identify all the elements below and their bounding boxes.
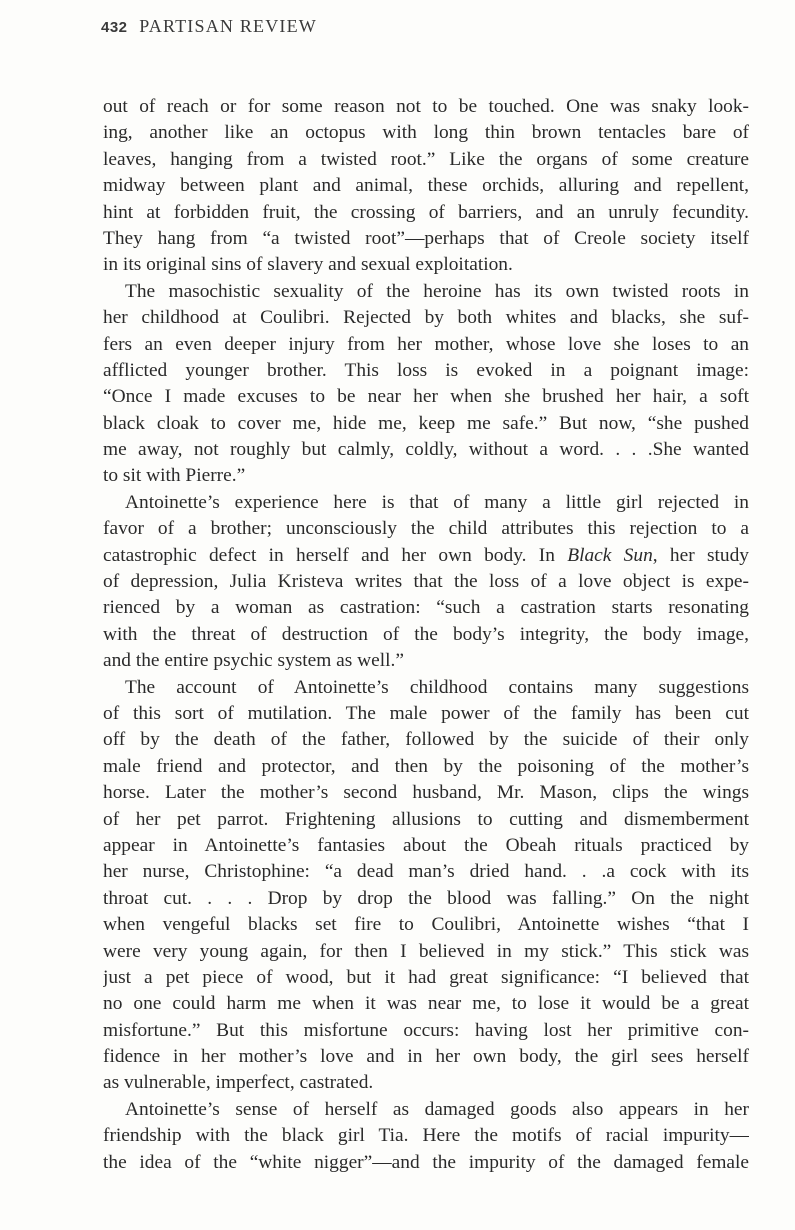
text-line: male friend and protector, and then by the poisoning of the mother’s <box>103 755 749 777</box>
text-line: hint at forbidden fruit, the crossing of barriers, and an unruly fecundity. <box>103 201 749 223</box>
text-line: favor of a brother; unconsciously the child attributes this rejection to a <box>103 518 749 540</box>
text-line: off by the death of the father, followed by the suicide of their only <box>103 729 749 751</box>
italic-book-title: Black Sun <box>567 544 653 566</box>
text-line: when vengeful blacks set fire to Coulibri, Antoinette wishes “that I <box>103 914 749 936</box>
text-line: as vulnerable, imperfect, castrated. <box>103 1072 374 1094</box>
text-line: rienced by a woman as castration: “such a castration starts resonating <box>103 597 749 619</box>
text-line: black cloak to cover me, hide me, keep me safe.” But now, “she pushed <box>103 412 749 434</box>
text-line: fidence in her mother’s love and in her own body, the girl sees herself <box>103 1046 749 1068</box>
text-line: Antoinette’s experience here is that of many a little girl rejected in <box>125 491 749 513</box>
text-line: me away, not roughly but calmly, coldly, without a word. . . .She wanted <box>103 439 749 461</box>
text-line: throat cut. . . . Drop by drop the blood was falling.” On the night <box>103 887 749 909</box>
text-line: the idea of the “white nigger”—and the impurity of the damaged female <box>103 1151 749 1173</box>
text-line-with-italic-title: catastrophic defect in herself and her own body. In Black Sun, her study <box>103 544 749 566</box>
text-line: out of reach or for some reason not to be touched. One was snaky look- <box>103 96 749 117</box>
paragraph <box>103 1097 749 1176</box>
paragraph <box>103 675 749 1097</box>
text-line: The account of Antoinette’s childhood contains many suggestions <box>125 676 749 698</box>
text-line: to sit with Pierre.” <box>103 465 246 487</box>
text-line: in its original sins of slavery and sexual exploitation. <box>103 254 513 276</box>
text-line: her nurse, Christophine: “a dead man’s dried hand. . .a cock with its <box>103 861 749 883</box>
journal-title: PARTISAN REVIEW <box>139 16 317 36</box>
text-line: leaves, hanging from a twisted root.” Like the organs of some creature <box>103 148 749 170</box>
text-line: were very young again, for then I believed in my stick.” This stick was <box>103 940 749 962</box>
page-number: 432 <box>101 19 128 36</box>
text-line: with the threat of destruction of the body’s integrity, the body image, <box>103 623 749 645</box>
text-line: fers an even deeper injury from her mother, whose love she loses to an <box>103 333 749 355</box>
text-line: no one could harm me when it was near me, to lose it would be a great <box>103 993 749 1015</box>
text-line: They hang from “a twisted root”—perhaps that of Creole society itself <box>103 227 749 249</box>
text-line: The masochistic sexuality of the heroine has its own twisted roots in <box>125 280 749 302</box>
text-line: horse. Later the mother’s second husband, Mr. Mason, clips the wings <box>103 782 749 804</box>
text-line: Antoinette’s sense of herself as damaged goods also appears in her <box>125 1098 749 1120</box>
text-line: midway between plant and animal, these orchids, alluring and repellent, <box>103 175 749 197</box>
text-line: “Once I made excuses to be near her when she brushed her hair, a soft <box>103 386 749 408</box>
text-line: ing, another like an octopus with long thin brown tentacles bare of <box>103 122 749 144</box>
text-line: misfortune.” But this misfortune occurs: having lost her primitive con- <box>103 1019 749 1041</box>
paragraph <box>103 94 749 279</box>
text-line: just a pet piece of wood, but it had great significance: “I believed that <box>103 966 749 988</box>
text-line: afflicted younger brother. This loss is evoked in a poignant image: <box>103 359 749 381</box>
text-line: friendship with the black girl Tia. Here the motifs of racial impurity— <box>103 1125 749 1147</box>
text-line: appear in Antoinette’s fantasies about the Obeah rituals practiced by <box>103 834 749 856</box>
text-line: of this sort of mutilation. The male power of the family has been cut <box>103 702 749 724</box>
body-text <box>103 94 749 1176</box>
paragraph <box>103 279 749 490</box>
running-head <box>101 16 317 37</box>
text-line: and the entire psychic system as well.” <box>103 650 404 672</box>
text-line: of depression, Julia Kristeva writes that the loss of a love object is expe- <box>103 571 749 593</box>
paragraph <box>103 490 749 675</box>
text-line: of her pet parrot. Frightening allusions to cutting and dismemberment <box>103 808 749 830</box>
text-line: her childhood at Coulibri. Rejected by both whites and blacks, she suf- <box>103 307 749 329</box>
